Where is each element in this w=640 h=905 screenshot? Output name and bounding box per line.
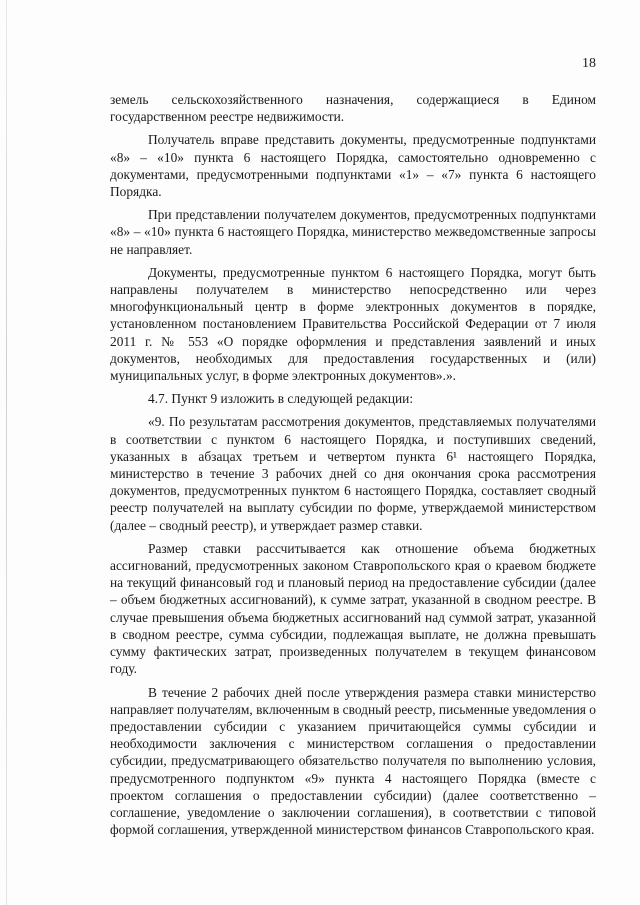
paragraph-4: Документы, предусмотренные пунктом 6 настоящего Порядка, могут быть направлены получателем в министерство непосредственно или через многофункциональный центр в форме электронных документов в порядке, установленном постановлением Правительства Российской Федерации от 7 июля 2011 г. № 553 «О порядке оформления и представления заявлений и иных документов, необходимых для предоставления государственных и (или) муниципальных услуг, в форме электронных документов».». bbox=[110, 264, 596, 384]
page-number: 18 bbox=[582, 56, 596, 71]
paragraph-7: Размер ставки рассчитывается как отношение объема бюджетных ассигнований, предусмотренных законом Ставропольского края о краевом бюджете на текущий финансовый год и плановый период на предоставление субсидии (далее – объем бюджетных ассигнований), к сумме затрат, указанной в сводном реестре. В случае превышения объема бюджетных ассигнований над суммой затрат, указанной в сводном реестре, сумма субсидии, подлежащая выплате, не должна превышать сумму фактических затрат, произведенных получателем в текущем финансовом году. bbox=[110, 540, 596, 677]
paragraph-1: земель сельскохозяйственного назначения, содержащиеся в Едином государственном реестре недвижимости. bbox=[110, 92, 596, 125]
scan-edge-line bbox=[6, 0, 7, 905]
paragraph-2: Получатель вправе представить документы, предусмотренные подпунктами «8» – «10» пункта 6 настоящего Порядка, самостоятельно одновременно с документами, предусмотренными подпунктами «1» – «7» пункта 6 настоящего Порядка. bbox=[110, 132, 596, 200]
paragraph-3: При представлении получателем документов, предусмотренных подпунктами «8» – «10» пункта 6 настоящего Порядка, министерство межведомственные запросы не направляет. bbox=[110, 207, 596, 257]
paragraph-6: «9. По результатам рассмотрения документов, представляемых получателями в соответствии с пунктом 6 настоящего Порядка, и поступивших сведений, указанных в абзацах третьем и четвертом пункта 6¹ настоящего Порядка, министерство в течение 3 рабочих дней со дня окончания срока рассмотрения документов, предусмотренных пунктом 6 настоящего Порядка, составляет сводный реестр получателей на выплату субсидии по форме, утверждаемой министерством (далее – сводный реестр), и утверждает размер ставки. bbox=[110, 414, 596, 533]
document-body bbox=[110, 91, 596, 844]
paragraph-5: 4.7. Пункт 9 изложить в следующей редакции: bbox=[148, 391, 414, 407]
paragraph-8: В течение 2 рабочих дней после утверждения размера ставки министерство направляет получателям, включенным в сводный реестр, письменные уведомления о предоставлении субсидии с указанием причитающейся суммы субсидии и необходимости заключения с министерством соглашения о предоставлении субсидии, предусматривающего обязательство получателя по выполнению условия, предусмотренного подпунктом «9» пункта 4 настоящего Порядка (вместе с проектом соглашения о предоставлении субсидии) (далее соответственно – соглашение, уведомление о заключении соглашения), в соответствии с типовой формой соглашения, утвержденной министерством финансов Ставропольского края. bbox=[110, 684, 596, 838]
